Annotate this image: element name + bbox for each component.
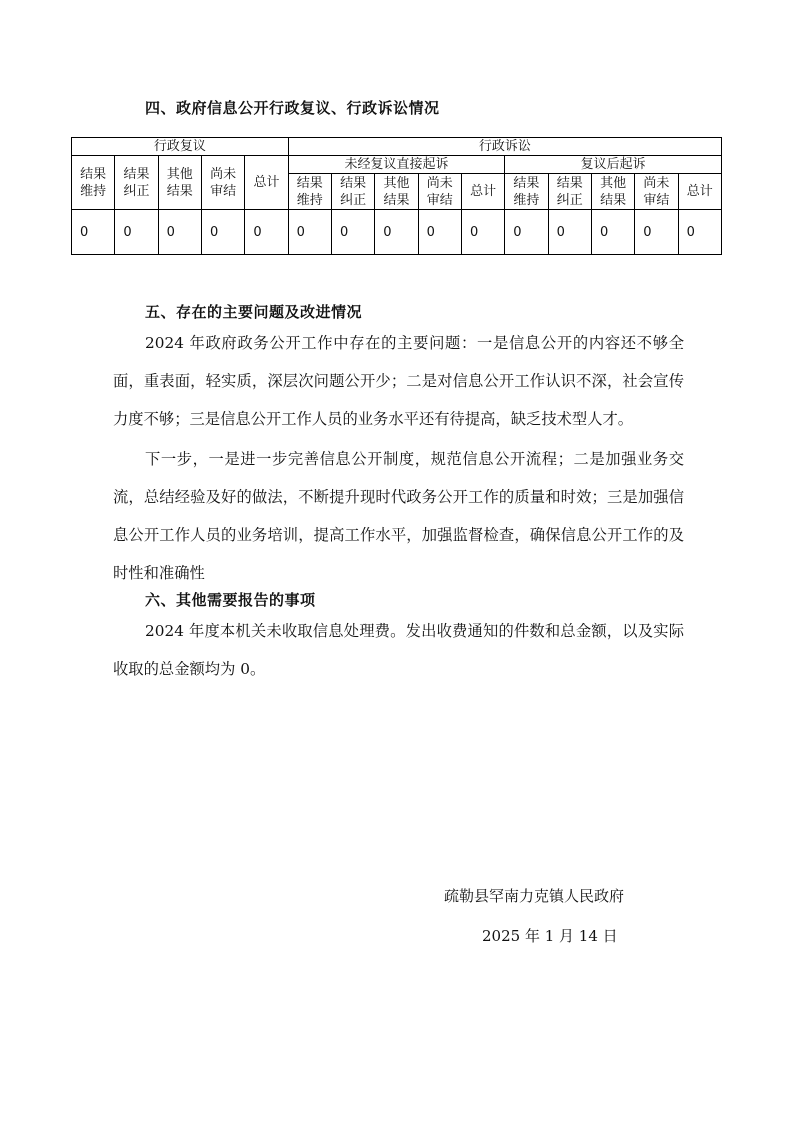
header-suit-after-review: 复议后起诉 (505, 156, 722, 174)
header-admin-litigation: 行政诉讼 (288, 138, 721, 156)
header-admin-review: 行政复议 (72, 138, 289, 156)
col-review-other: 其他结果 (158, 156, 201, 210)
section-6-title: 六、其他需要报告的事项 (145, 591, 316, 609)
value-cell: 0 (591, 210, 634, 255)
next-steps-paragraph: 下一步，一是进一步完善信息公开制度，规范信息公开流程；二是加强业务交流，总结经验及好的做法，不断提升现时代政务公开工作的质量和时效；三是加强信息公开工作人员的业务培训，提高工作水平，加强监督检查，确保信息公开工作的及时性和准确性 (113, 450, 684, 582)
signature-organization: 疏勒县罕南力克镇人民政府 (444, 887, 625, 905)
value-cell: 0 (245, 210, 288, 255)
col-review-total: 总计 (245, 156, 288, 210)
value-cell: 0 (201, 210, 244, 255)
value-cell: 0 (678, 210, 721, 255)
value-cell: 0 (331, 210, 374, 255)
col-direct-pending: 尚未审结 (418, 174, 461, 210)
value-cell: 0 (461, 210, 504, 255)
col-after-maintain: 结果维持 (505, 174, 548, 210)
col-after-other: 其他结果 (591, 174, 634, 210)
value-cell: 0 (158, 210, 201, 255)
value-cell: 0 (635, 210, 678, 255)
fees-paragraph: 2024 年度本机关未收取信息处理费。发出收费通知的件数和总金额，以及实际收取的总金额均为 0。 (113, 622, 684, 678)
col-after-correct: 结果纠正 (548, 174, 591, 210)
col-after-total: 总计 (678, 174, 721, 210)
col-review-correct: 结果纠正 (115, 156, 158, 210)
col-direct-total: 总计 (461, 174, 504, 210)
review-litigation-table (71, 137, 722, 255)
col-after-pending: 尚未审结 (635, 174, 678, 210)
section-5-title: 五、存在的主要问题及改进情况 (145, 303, 363, 321)
col-direct-maintain: 结果维持 (288, 174, 331, 210)
header-direct-suit: 未经复议直接起诉 (288, 156, 505, 174)
col-direct-correct: 结果纠正 (331, 174, 374, 210)
value-cell: 0 (72, 210, 115, 255)
col-review-maintain: 结果维持 (72, 156, 115, 210)
signature-date: 2025 年 1 月 14 日 (482, 927, 618, 945)
value-cell: 0 (548, 210, 591, 255)
col-direct-other: 其他结果 (375, 174, 418, 210)
value-cell: 0 (288, 210, 331, 255)
problems-paragraph: 2024 年政府政务公开工作中存在的主要问题：一是信息公开的内容还不够全面，重表面，轻实质，深层次问题公开少；二是对信息公开工作认识不深，社会宣传力度不够；三是信息公开工作人员的业务水平还有待提高，缺乏技术型人才。 (113, 334, 684, 428)
section-4-title: 四、政府信息公开行政复议、行政诉讼情况 (145, 99, 440, 117)
value-cell: 0 (418, 210, 461, 255)
value-cell: 0 (505, 210, 548, 255)
col-review-pending: 尚未审结 (201, 156, 244, 210)
value-cell: 0 (375, 210, 418, 255)
value-cell: 0 (115, 210, 158, 255)
